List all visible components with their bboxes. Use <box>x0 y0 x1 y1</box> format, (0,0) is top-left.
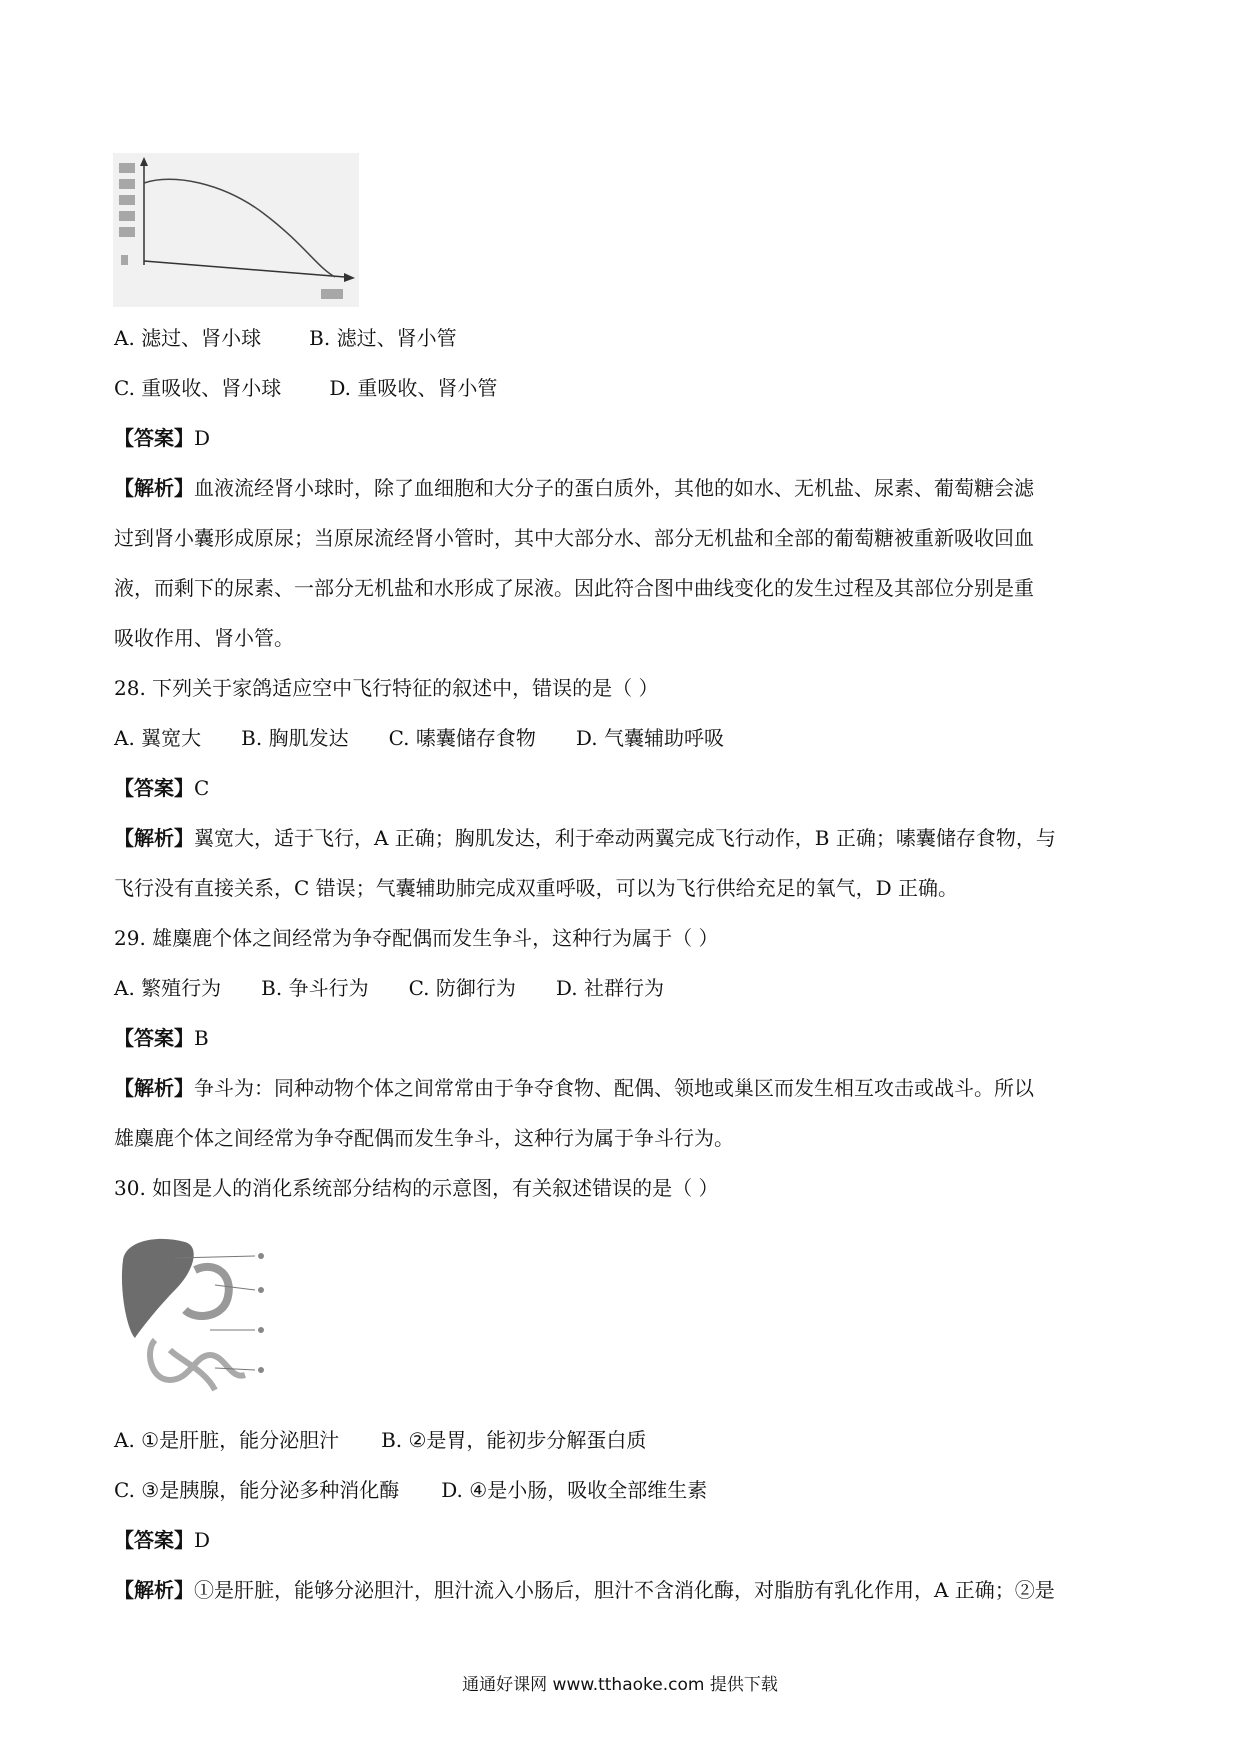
analysis-tag: 【解析】 <box>114 476 194 500</box>
analysis-tag: 【解析】 <box>114 1578 194 1602</box>
q27-analysis-line-2: 过到肾小囊形成原尿；当原尿流经肾小管时，其中大部分水、部分无机盐和全部的葡萄糖被重新吸收回血 <box>114 526 1034 550</box>
q28-analysis-line-2: 飞行没有直接关系，C 错误；气囊辅助肺完成双重呼吸，可以为飞行供给充足的氧气，D 正确。 <box>114 876 959 900</box>
q27-option-c: C. 重吸收、肾小球 <box>114 376 282 400</box>
q27-analysis-line-4: 吸收作用、肾小管。 <box>114 626 294 650</box>
q29-question: 29. 雄麋鹿个体之间经常为争夺配偶而发生争斗，这种行为属于（ ） <box>114 926 719 950</box>
q29-option-d: D. 社群行为 <box>555 976 664 1000</box>
analysis-text: 争斗为：同种动物个体之间常常由于争夺食物、配偶、领地或巢区而发生相互攻击或战斗。所以 <box>194 1076 1034 1100</box>
q28-answer <box>114 774 209 802</box>
q29-option-b: B. 争斗行为 <box>261 976 369 1000</box>
analysis-tag: 【解析】 <box>114 1076 194 1100</box>
q30-options-row1 <box>114 1426 646 1454</box>
answer-value: D <box>194 1528 211 1552</box>
q30-options-row2 <box>114 1476 707 1504</box>
q29-analysis-line-1 <box>114 1074 1034 1102</box>
digestive-system-figure <box>115 1230 271 1400</box>
analysis-tag: 【解析】 <box>114 826 194 850</box>
q30-question: 30. 如图是人的消化系统部分结构的示意图，有关叙述错误的是（ ） <box>114 1176 719 1200</box>
q29-analysis-line-2: 雄麋鹿个体之间经常为争夺配偶而发生争斗，这种行为属于争斗行为。 <box>114 1126 734 1150</box>
q30-option-b: B. ②是胃，能初步分解蛋白质 <box>381 1428 647 1452</box>
q28-option-a: A. 翼宽大 <box>114 726 202 750</box>
q30-option-a: A. ①是肝脏，能分泌胆汁 <box>114 1428 340 1452</box>
q27-option-a: A. 滤过、肾小球 <box>114 326 262 350</box>
liver-shape <box>122 1239 194 1338</box>
analysis-text: ①是肝脏，能够分泌胆汁，胆汁流入小肠后，胆汁不含消化酶，对脂肪有乳化作用，A 正确；②是 <box>194 1578 1055 1602</box>
q27-option-d: D. 重吸收、肾小管 <box>329 376 498 400</box>
stomach-shape <box>185 1267 229 1316</box>
q27-answer <box>114 424 210 452</box>
q29-option-a: A. 繁殖行为 <box>114 976 222 1000</box>
q30-option-d: D. ④是小肠，吸收全部维生素 <box>441 1478 708 1502</box>
q29-option-c: C. 防御行为 <box>408 976 516 1000</box>
page-footer: 通通好课网 www.tthaoke.com 提供下载 <box>462 1675 778 1695</box>
q28-options <box>114 724 724 752</box>
answer-tag: 【答案】 <box>114 426 194 450</box>
q29-options <box>114 974 664 1002</box>
q30-analysis-line-1 <box>114 1576 1055 1604</box>
analysis-text: 血液流经肾小球时，除了血细胞和大分子的蛋白质外，其他的如水、无机盐、尿素、葡萄糖会滤 <box>194 476 1034 500</box>
glucose-curve-figure <box>113 153 359 307</box>
answer-value: B <box>194 1026 209 1050</box>
q30-answer <box>114 1526 210 1554</box>
q28-option-d: D. 气囊辅助呼吸 <box>575 726 724 750</box>
q27-option-b: B. 滤过、肾小管 <box>309 326 457 350</box>
answer-tag: 【答案】 <box>114 1026 194 1050</box>
answer-value: D <box>194 426 211 450</box>
answer-value: C <box>194 776 210 800</box>
q28-question: 28. 下列关于家鸽适应空中飞行特征的叙述中，错误的是（ ） <box>114 676 659 700</box>
digestive-system-graphic <box>115 1230 271 1400</box>
q29-answer <box>114 1024 209 1052</box>
q30-option-c: C. ③是胰腺，能分泌多种消化酶 <box>114 1478 400 1502</box>
q28-option-b: B. 胸肌发达 <box>241 726 349 750</box>
q27-analysis-line-3: 液，而剩下的尿素、一部分无机盐和水形成了尿液。因此符合图中曲线变化的发生过程及其部位分别是重 <box>114 576 1034 600</box>
q27-options-row1 <box>114 324 457 352</box>
q28-analysis-line-1 <box>114 824 1056 852</box>
q27-analysis-line-1 <box>114 474 1034 502</box>
q27-options-row2 <box>114 374 497 402</box>
answer-tag: 【答案】 <box>114 1528 194 1552</box>
analysis-text: 翼宽大，适于飞行，A 正确；胸肌发达，利于牵动两翼完成飞行动作，B 正确；嗉囊储存食物，与 <box>194 826 1056 850</box>
q28-option-c: C. 嗉囊储存食物 <box>388 726 536 750</box>
glucose-curve-graphic <box>113 153 359 307</box>
answer-tag: 【答案】 <box>114 776 194 800</box>
